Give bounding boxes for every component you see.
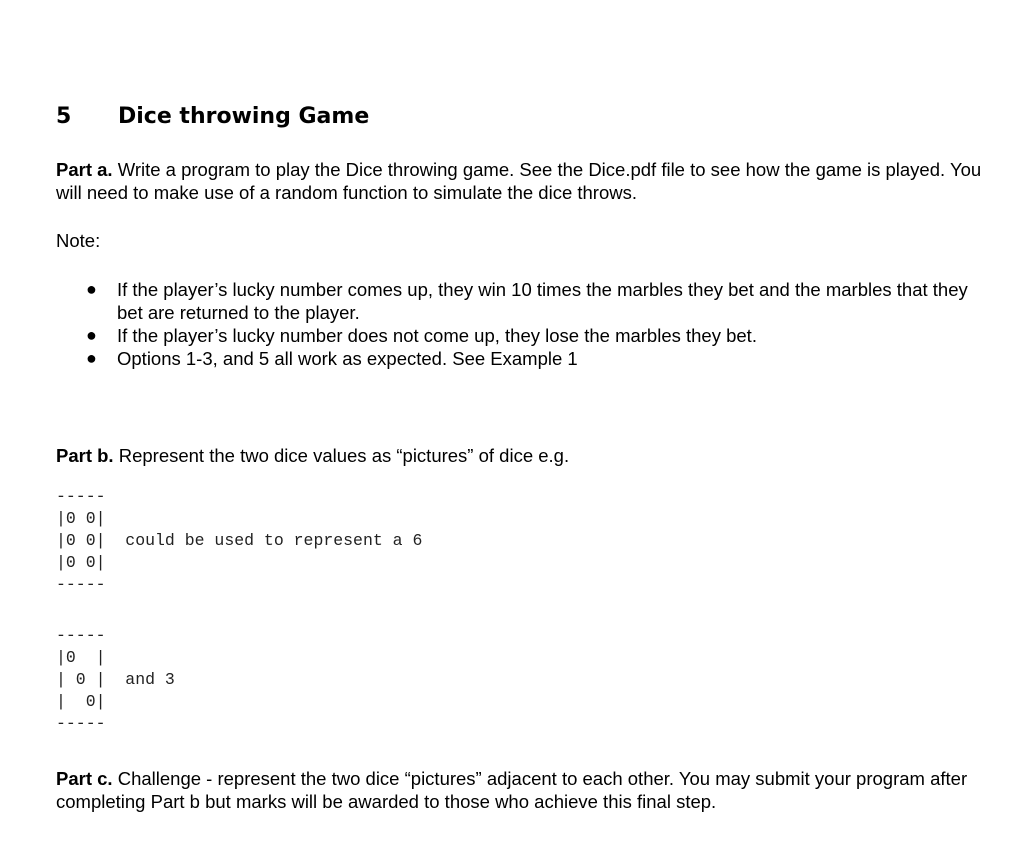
part-c-text: Challenge - represent the two dice “pictures” adjacent to each other. You may submit your program after completing Part b but marks will be awarded to those who achieve this final step. bbox=[56, 768, 968, 812]
section-title: Dice throwing Game bbox=[118, 104, 370, 129]
bullet-item bbox=[56, 278, 986, 324]
dice-line: |0 0| could be used to represent a 6 bbox=[56, 531, 423, 550]
dice-line: |0 | bbox=[56, 648, 106, 667]
dice-six-example bbox=[56, 486, 422, 596]
bullet-text: Options 1-3, and 5 all work as expected. See Example 1 bbox=[117, 348, 578, 369]
bullet-icon: ● bbox=[86, 279, 97, 299]
dice-line: | 0 | and 3 bbox=[56, 670, 175, 689]
part-c-label: Part c. bbox=[56, 768, 113, 789]
dice-line: ----- bbox=[56, 575, 106, 594]
dice-line: ----- bbox=[56, 626, 106, 645]
dice-line: |0 0| bbox=[56, 509, 106, 528]
dice-line: ----- bbox=[56, 487, 106, 506]
bullet-text: If the player’s lucky number does not come up, they lose the marbles they bet. bbox=[117, 325, 757, 346]
bullet-icon: ● bbox=[86, 325, 97, 345]
bullet-item bbox=[56, 347, 986, 370]
dice-three-example bbox=[56, 625, 175, 735]
bullet-item bbox=[56, 324, 986, 347]
part-b-label: Part b. bbox=[56, 445, 114, 466]
part-a-paragraph bbox=[56, 158, 986, 204]
section-number: 5 bbox=[56, 104, 72, 129]
note-label: Note: bbox=[56, 230, 101, 251]
bullet-icon: ● bbox=[86, 348, 97, 368]
part-a-text: Write a program to play the Dice throwing game. See the Dice.pdf file to see how the game is played. You will need to make use of a random function to simulate the dice throws. bbox=[56, 159, 982, 203]
dice-line: |0 0| bbox=[56, 553, 106, 572]
dice-line: ----- bbox=[56, 714, 106, 733]
dice-line: | 0| bbox=[56, 692, 106, 711]
note-bullet-list bbox=[56, 278, 986, 370]
part-a-label: Part a. bbox=[56, 159, 113, 180]
bullet-text: If the player’s lucky number comes up, they win 10 times the marbles they bet and the marbles that they bet are returned to the player. bbox=[117, 279, 968, 323]
section-heading bbox=[56, 104, 369, 129]
part-c-paragraph bbox=[56, 767, 986, 813]
part-b-paragraph bbox=[56, 444, 986, 467]
part-b-text: Represent the two dice values as “pictures” of dice e.g. bbox=[118, 445, 570, 466]
